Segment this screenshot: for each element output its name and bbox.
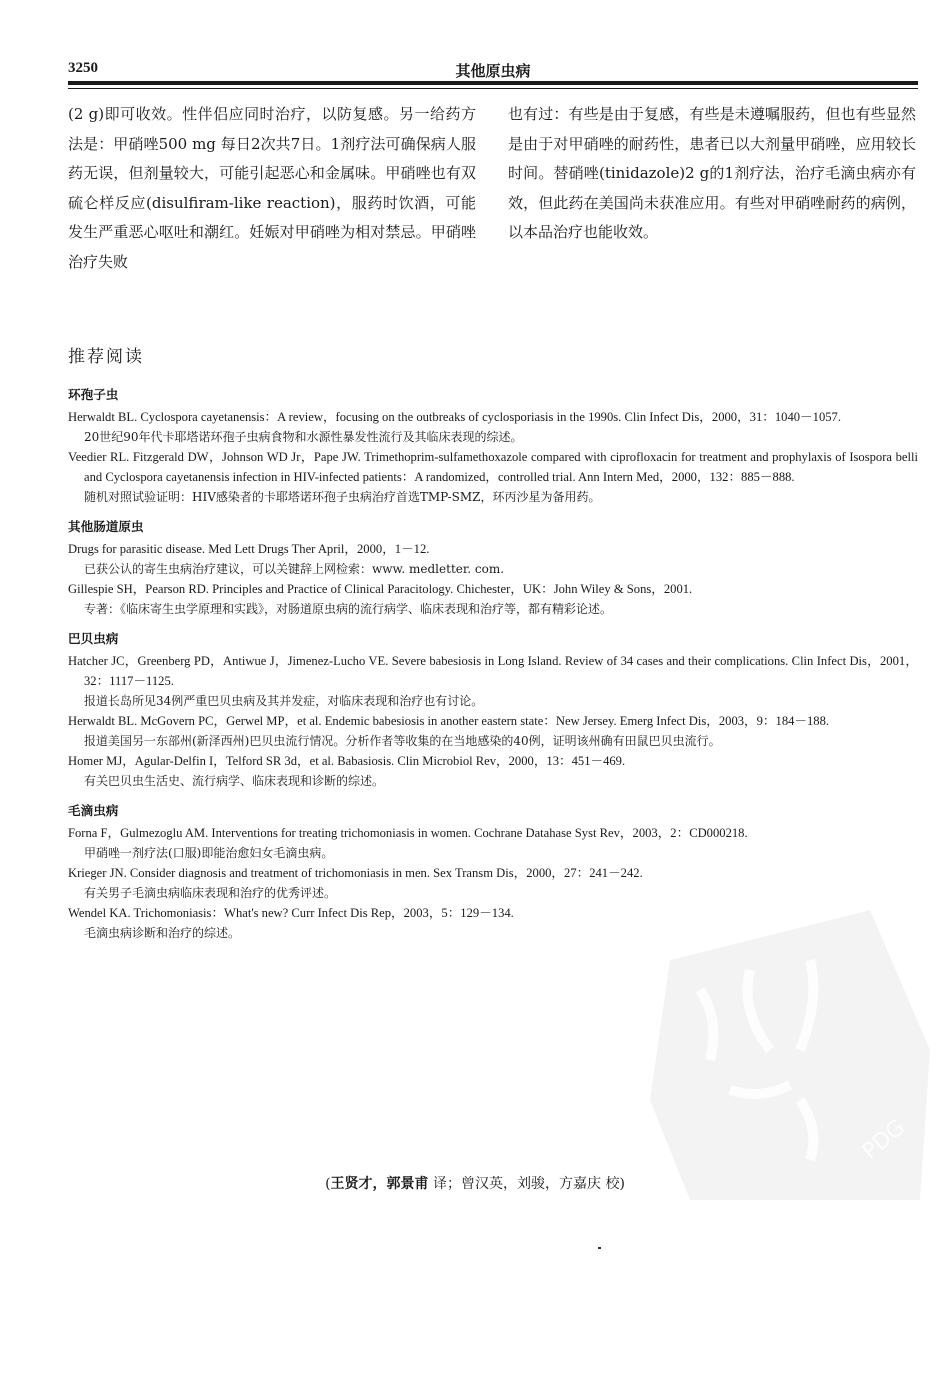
reference-note: 已获公认的寄生虫病治疗建议，可以关键辞上网检索：www. medletter. com. (84, 562, 505, 576)
reference-note: 甲硝唑一剂疗法(口服)即能治愈妇女毛滴虫病。 (84, 846, 334, 860)
watermark-seal (630, 900, 930, 1200)
reference-note: 毛滴虫病诊断和治疗的综述。 (84, 926, 241, 940)
reference-note: 报道美国另一东部州(新泽西州)巴贝虫流行情况。分析作者等收集的在当地感染的40例，证明该州确有田鼠巴贝虫流行。 (84, 734, 721, 748)
reference-note: 有关巴贝虫生活史、流行病学、临床表现和诊断的综述。 (84, 774, 385, 788)
credits-rest: 译；曾汉英，刘骏，方嘉庆 校) (428, 1176, 625, 1192)
reference-section (68, 629, 918, 791)
reference-entry: Forna F，Gulmezoglu AM. Interventions for treating trichomoniasis in women. Cochrane Datahase Syst Rev，2003，2：CD000218. (68, 826, 748, 840)
reference-entry: Veedier RL. Fitzgerald DW，Johnson WD Jr，Pape JW. Trimethoprim-sulfamethoxazole compared with ciprofloxacin for treatment and prophylaxis of Isospora belli and Cyclospora cayetanensis infection in HIV-infected patients：A randomized，controlled trial. Ann Intern Med，2000，132：885－888. (68, 450, 918, 484)
recommended-reading-title: 推荐阅读 (68, 347, 144, 367)
reference-section (68, 385, 918, 507)
reference-note: 报道长岛所见34例严重巴贝虫病及其并发症，对临床表现和治疗也有讨论。 (84, 694, 484, 708)
section-title: 其他肠道原虫 (68, 519, 144, 534)
credits-translators: 王贤才，郭景甫 (330, 1176, 429, 1192)
watermark-shape (650, 910, 930, 1200)
header-rule-thin (68, 88, 918, 89)
header-rule-thick (68, 81, 918, 85)
section-title: 巴贝虫病 (68, 631, 119, 646)
section-title: 毛滴虫病 (68, 803, 119, 818)
credits-open: ( (325, 1176, 331, 1192)
reference-entry: Wendel KA. Trichomoniasis：What's new? Curr Infect Dis Rep，2003，5：129－134. (68, 906, 514, 920)
reference-section (68, 517, 918, 619)
section-title: 环孢子虫 (68, 387, 119, 402)
reference-entry: Homer MJ，Agular-Delfin I，Telford SR 3d，et al. Babasiosis. Clin Microbiol Rev，2000，13：451－469. (68, 754, 626, 768)
reference-entry: Hatcher JC，Greenberg PD，Antiwue J，Jimenez-Lucho VE. Severe babesiosis in Long Island. Review of 34 cases and their complications. Clin Infect Dis，2001，32：1117－1125. (68, 654, 918, 688)
reference-note: 专著：《临床寄生虫学原理和实践》，对肠道原虫病的流行病学、临床表现和治疗等，都有精彩论述。 (84, 602, 613, 616)
reference-note: 随机对照试验证明：HIV感染者的卡耶塔诺环孢子虫病治疗首选TMP-SMZ，环丙沙星为备用药。 (84, 490, 601, 504)
body-right-column: 也有过：有些是由于复感，有些是未遵嘱服药，但也有些显然是由于对甲硝唑的耐药性，患者已以大剂量甲硝唑，应用较长时间。替硝唑(tinidazole)2 g的1剂疗法，治疗毛滴虫病亦有效，但此药在美国尚未获准应用。有些对甲硝唑耐药的病例，以本品治疗也能收效。 (508, 105, 916, 241)
reference-note: 20世纪90年代卡耶塔诺环孢子虫病食物和水源性暴发性流行及其临床表现的综述。 (84, 430, 523, 444)
reference-list (68, 385, 918, 953)
page-number: 3250 (68, 60, 98, 76)
reference-entry: Drugs for parasitic disease. Med Lett Drugs Ther April，2000，1－12. (68, 542, 430, 556)
reference-entry: Herwaldt BL. Cyclospora cayetanensis：A review，focusing on the outbreaks of cyclosporiasis in the 1990s. Clin Infect Dis，2000，31：1040－1057. (68, 410, 841, 424)
body-left-column: (2 g)即可收效。性伴侣应同时治疗，以防复感。另一给药方法是：甲硝唑500 mg 每日2次共7日。1剂疗法可确保病人服药无误，但剂量较大，可能引起恶心和金属味。甲硝唑也有双硫仑样反应(disulfiram-like reaction)，服药时饮酒，可能发生严重恶心呕吐和潮红。妊娠对甲硝唑为相对禁忌。甲硝唑治疗失败 (68, 105, 476, 271)
reference-note: 有关男子毛滴虫病临床表现和治疗的优秀评述。 (84, 886, 337, 900)
reference-entry: Herwaldt BL. McGovern PC，Gerwel MP，et al. Endemic babesiosis in another eastern state：New Jersey. Emerg Infect Dis，2003，9：184－188. (68, 714, 830, 728)
running-title: 其他原虫病 (455, 62, 531, 80)
reference-entry: Krieger JN. Consider diagnosis and treatment of trichomoniasis in men. Sex Transm Dis，2000，27：241－242. (68, 866, 643, 880)
watermark-pdg-text: PDG (857, 1115, 911, 1165)
reference-entry: Gillespie SH，Pearson RD. Principles and Practice of Clinical Paracitology. Chichester，UK：John Wiley & Sons，2001. (68, 582, 693, 596)
stray-dot (598, 1247, 601, 1249)
